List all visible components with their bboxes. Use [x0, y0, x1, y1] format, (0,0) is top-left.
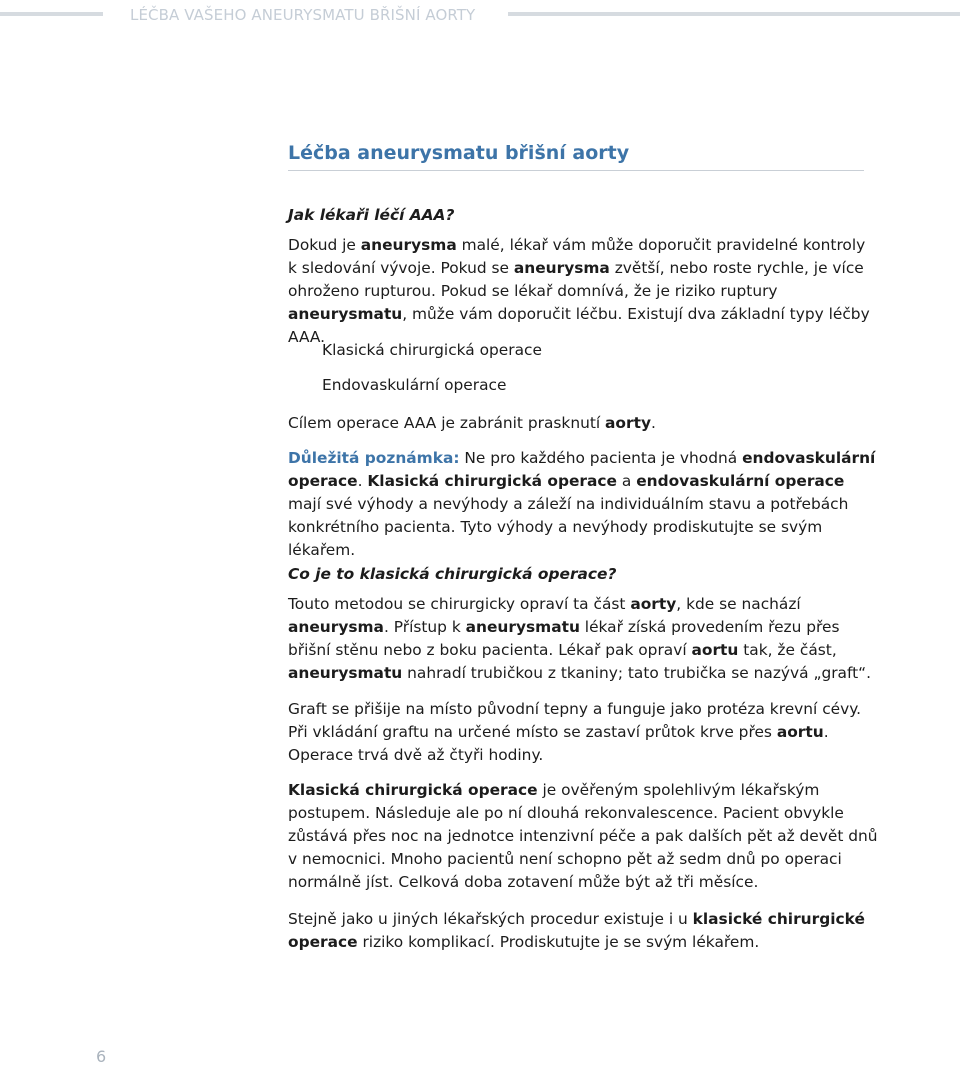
- paragraph-goal: Cílem operace AAA je zabránit prasknutí aorty.: [288, 414, 656, 432]
- page-number: 6: [96, 1047, 107, 1066]
- header-rule-left: [0, 12, 103, 16]
- page-title: Léčba aneurysmatu břišní aorty: [288, 142, 630, 164]
- list-item: Klasická chirurgická operace: [322, 341, 542, 359]
- running-header: LÉČBA VAŠEHO ANEURYSMATU BŘIŠNÍ AORTY: [130, 6, 476, 24]
- paragraph-intro: Dokud je aneurysma malé, lékař vám může doporučit pravidelné kontroly k sledování vývoje. Pokud se aneurysma zvětší, nebo roste rychle, je více ohroženo rupturou. Pokud se lékař domnívá, že je riziko ruptury aneurysmatu, může vám doporučit léčbu. Existují dva základní typy léčby AAA.: [288, 236, 870, 346]
- title-divider: [288, 170, 864, 171]
- paragraph-recovery: Klasická chirurgická operace je ověřeným spolehlivým lékařským postupem. Následuje ale po ní dlouhá rekonvalescence. Pacient obvykle zůstává přes noc na jednotce intenzivní péče a pak dalších pět až devět dnů v nemocnici. Mnoho pacientů není schopno pět až sedm dnů po operaci normálně jíst. Celková doba zotavení může být až tři měsíce.: [288, 781, 878, 891]
- paragraph-method: Touto metodou se chirurgicky opraví ta část aorty, kde se nachází aneurysma. Přístup k aneurysmatu lékař získá provedením řezu přes břišní stěnu nebo z boku pacienta. Lékař pak opraví aortu tak, že část, aneurysmatu nahradí trubičkou z tkaniny; tato trubička se nazývá „graft“.: [288, 595, 872, 682]
- paragraph-graft: Graft se přišije na místo původní tepny a funguje jako protéza krevní cévy. Při vkládání graftu na určené místo se zastaví průtok krve přes aortu. Operace trvá dvě až čtyři hodiny.: [288, 700, 862, 764]
- note-label: Důležitá poznámka:: [288, 449, 460, 467]
- header-rule-right: [508, 12, 960, 16]
- paragraph-important-note: Důležitá poznámka: Ne pro každého pacienta je vhodná endovaskulární operace. Klasická chirurgická operace a endovaskulární operace mají své výhody a nevýhody a záleží na individuálním stavu a potřebách konkrétního pacienta. Tyto výhody a nevýhody prodiskutujte se svým lékařem.: [288, 449, 876, 559]
- question-heading-how-treated: Jak lékaři léčí AAA?: [288, 206, 455, 224]
- question-heading-classic-surgery: Co je to klasická chirurgická operace?: [288, 565, 617, 583]
- list-item: Endovaskulární operace: [322, 376, 507, 394]
- paragraph-complications: Stejně jako u jiných lékařských procedur existuje i u klasické chirurgické operace riziko komplikací. Prodiskutujte je se svým lékařem.: [288, 910, 865, 951]
